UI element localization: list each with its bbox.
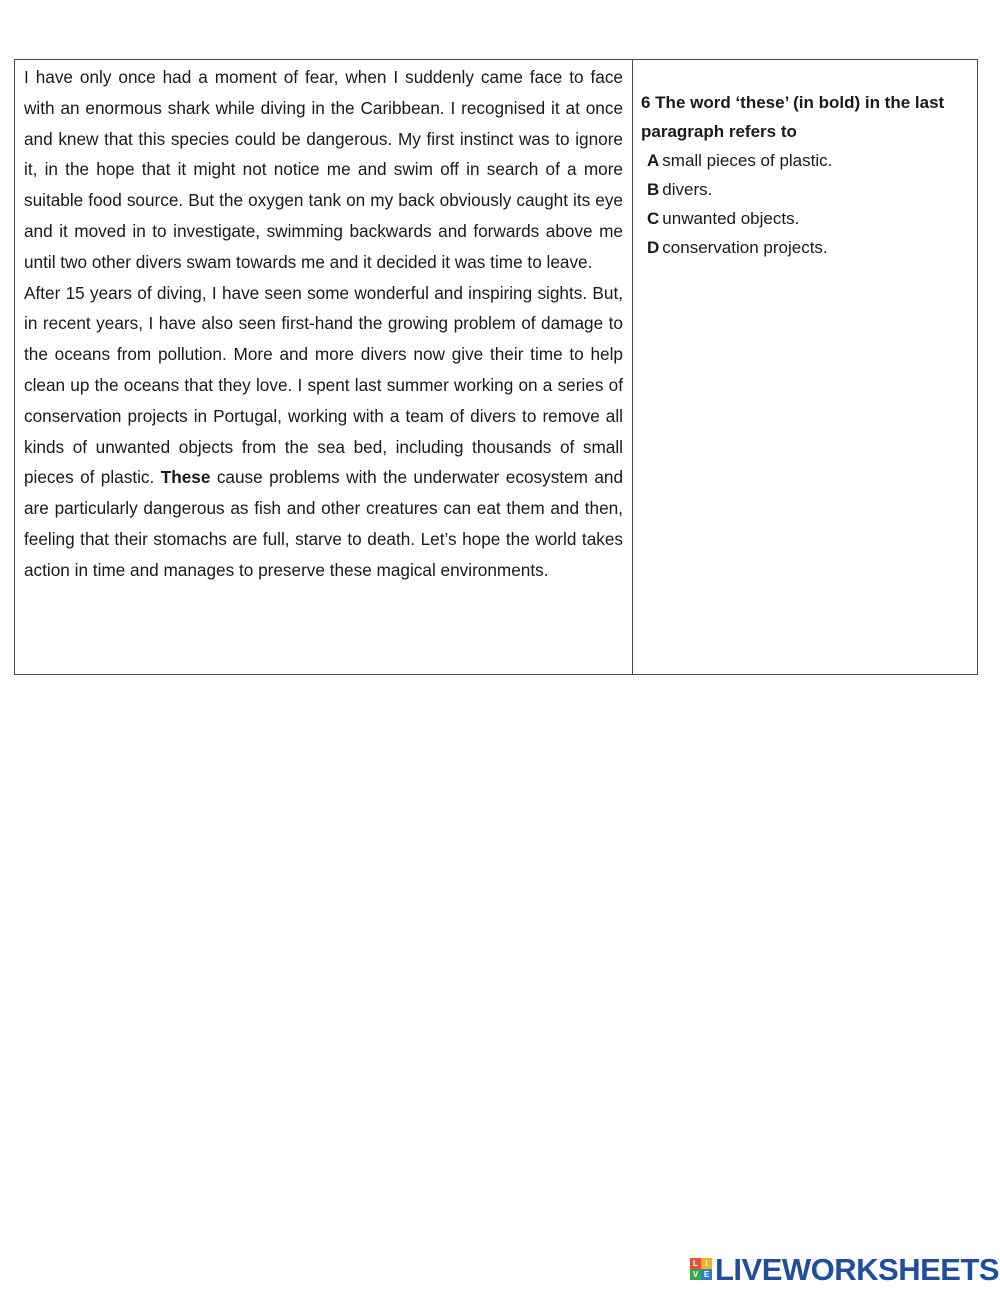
option-text: divers. (662, 180, 713, 199)
option-letter: C (647, 209, 660, 228)
paragraph-2-text-after: cause problems with the underwater ecosystem and are particularly dangerous as fish and other creatures can eat them and then, feeling that their stomachs are full, starve to death. Let’s hope the world takes action in time and manages to preserve these magical environments. (24, 467, 624, 580)
logo-icon-square: L (690, 1258, 701, 1269)
option-text: small pieces of plastic. (662, 151, 833, 170)
option-text: unwanted objects. (662, 209, 800, 228)
liveworksheets-logo (690, 1251, 999, 1287)
paragraph-2-text-before: After 15 years of diving, I have seen some wonderful and inspiring sights. But, in recent years, I have also seen first-hand the growing problem of damage to the oceans from pollution. More and more divers now give their time to help clean up the oceans that they love. I spent last summer working on a series of conservation projects in Portugal, working with a team of divers to remove all kinds of unwanted objects from the sea bed, including thousands of small pieces of plastic. (24, 282, 623, 488)
option-text: conservation projects. (662, 238, 828, 257)
passage-paragraph-1: I have only once had a moment of fear, when I suddenly came face to face with an enormous shark while diving in the Caribbean. I recognised it at once and knew that this species could be dangerous. My first instinct was to ignore it, in the hope that it might not notice me and swim off in search of a more suitable food source. But the oxygen tank on my back obviously caught its eye and it moved in to investigate, swimming backwards and forwards above me until two other divers swam towards me and it decided it was time to leave. (24, 67, 623, 272)
option-b[interactable] (641, 175, 967, 204)
question-cell (633, 60, 977, 674)
logo-text: LIVEWORKSHEETS (715, 1251, 1000, 1287)
passage-cell (15, 60, 633, 674)
option-letter: D (647, 238, 660, 257)
option-a[interactable] (641, 146, 967, 175)
logo-icon-square: E (701, 1269, 712, 1280)
bold-word-these: These (160, 467, 211, 488)
logo-icon-square: V (690, 1269, 701, 1280)
liveworksheets-logo-icon (690, 1258, 712, 1280)
worksheet-table (14, 59, 978, 675)
option-letter: B (647, 180, 660, 199)
option-c[interactable] (641, 204, 967, 233)
logo-icon-square: I (701, 1258, 712, 1269)
question-title: 6 The word ‘these’ (in bold) in the last paragraph refers to (641, 93, 945, 141)
option-d[interactable] (641, 233, 967, 262)
passage-paragraph-2 (24, 278, 623, 586)
option-letter: A (647, 151, 660, 170)
